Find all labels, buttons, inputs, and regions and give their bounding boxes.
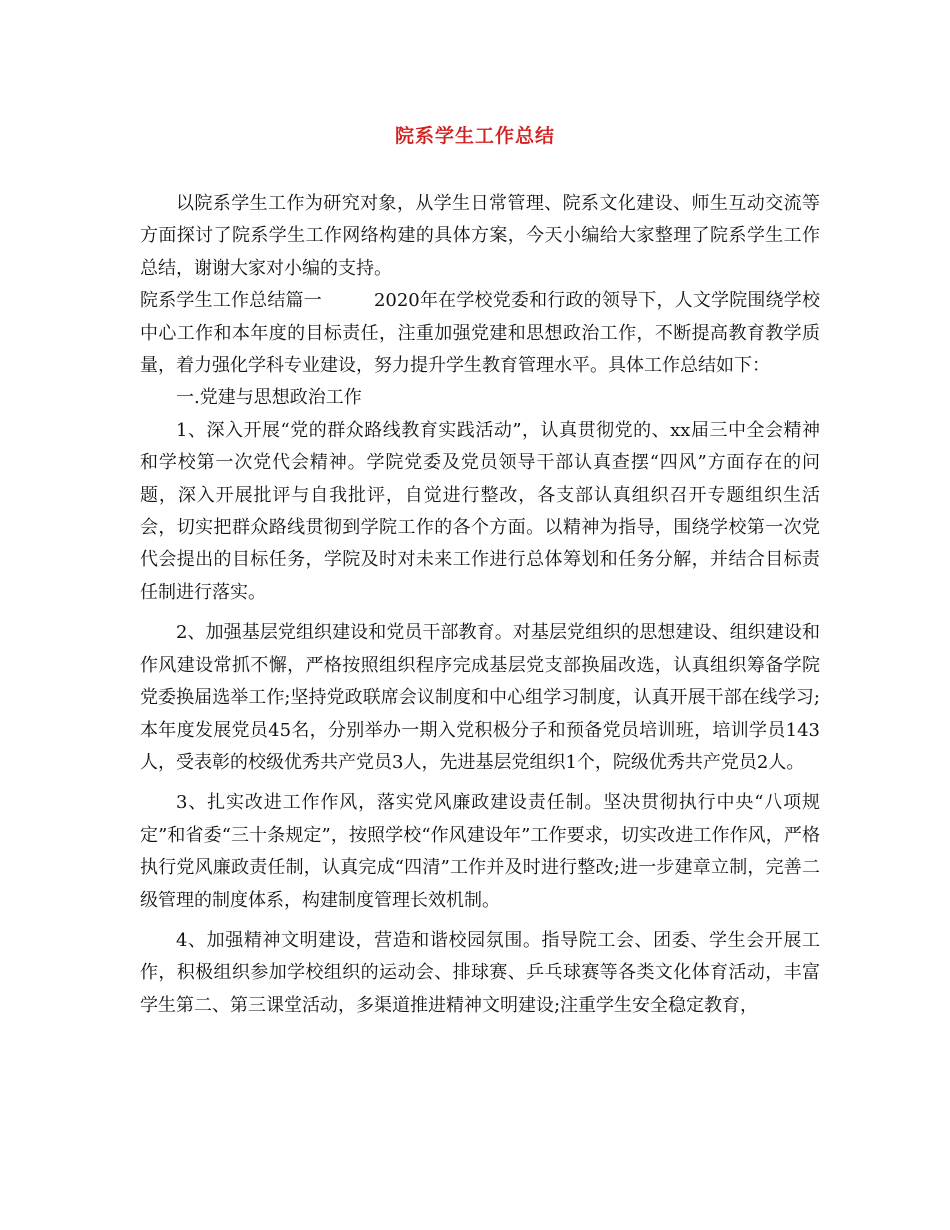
item-4-paragraph: 4、加强精神文明建设，营造和谐校园氛围。指导院工会、团委、学生会开展工作，积极组织参加学校组织的运动会、排球赛、乒乓球赛等各类文化体育活动，丰富学生第二、第三课堂活动，多渠道推进精神文明建设;注重学生安全稳定教育， bbox=[140, 929, 820, 1016]
article-lead-paragraph bbox=[140, 285, 820, 382]
section-heading: 一.党建与思想政治工作 bbox=[176, 387, 362, 409]
intro-paragraph: 以院系学生工作为研究对象，从学生日常管理、院系文化建设、师生互动交流等方面探讨了院系学生工作网络构建的具体方案，今天小编给大家整理了院系学生工作总结，谢谢大家对小编的支持。 bbox=[140, 193, 820, 279]
article-lead: 2020年在学校党委和行政的领导下，人文学院围绕学校中心工作和本年度的目标责任，注重加强党建和思想政治工作，不断提高教育教学质量，着力强化学科专业建设，努力提升学生教育管理水平。具体工作总结如下： bbox=[140, 290, 820, 377]
item-2-paragraph: 2、加强基层党组织建设和党员干部教育。对基层党组织的思想建设、组织建设和作风建设常抓不懈，严格按照组织程序完成基层党支部换届改选，认真组织筹备学院党委换届选举工作;坚持党政联席会议制度和中心组学习制度，认真开展干部在线学习;本年度发展党员45名，分别举办一期入党积极分子和预备党员培训班，培训学员143人，受表彰的校级优秀共产党员3人，先进基层党组织1个，院级优秀共产党员2人。 bbox=[140, 622, 820, 773]
document-title: 院系学生工作总结 bbox=[394, 125, 555, 147]
item-1-paragraph: 1、深入开展“党的群众路线教育实践活动”，认真贯彻党的、xx届三中全会精神和学校第一次党代会精神。学院党委及党员领导干部认真查摆“四风”方面存在的问题，深入开展批评与自我批评，自觉进行整改，各支部认真组织召开专题组织生活会，切实把群众路线贯彻到学院工作的各个方面。以精神为指导，围绕学校第一次党代会提出的目标任务，学院及时对未来工作进行总体筹划和任务分解，并结合目标责任制进行落实。 bbox=[140, 419, 820, 603]
document-body bbox=[140, 188, 820, 1022]
article-label: 院系学生工作总结篇一 bbox=[140, 290, 322, 312]
item-3-paragraph: 3、扎实改进工作作风，落实党风廉政建设责任制。坚决贯彻执行中央“八项规定”和省委“三十条规定”，按照学校“作风建设年”工作要求，切实改进工作作风，严格执行党风廉政责任制，认真完成“四清”工作并及时进行整改;进一步建章立制，完善二级管理的制度体系，构建制度管理长效机制。 bbox=[140, 792, 820, 911]
